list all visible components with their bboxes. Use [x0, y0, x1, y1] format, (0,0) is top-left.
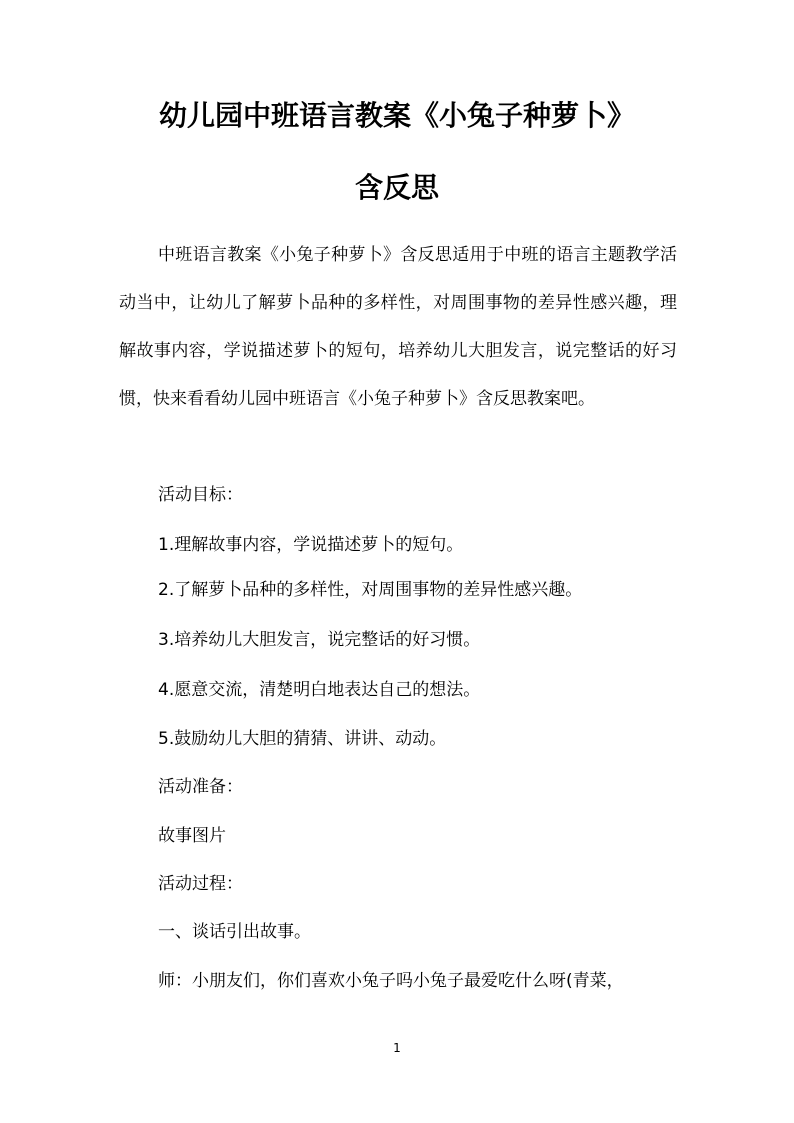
process-heading: 活动过程： [158, 874, 243, 894]
goals-heading: 活动目标： [158, 485, 243, 505]
process-step-1: 一、谈话引出故事。 [158, 922, 311, 942]
goal-item-5: 5.鼓励幼儿大胆的猜猜、讲讲、动动。 [158, 729, 447, 749]
prep-heading: 活动准备： [158, 777, 243, 797]
prep-item: 故事图片 [158, 826, 226, 846]
page-number: 1 [393, 1041, 401, 1055]
goal-item-3: 3.培养幼儿大胆发言，说完整话的好习惯。 [158, 630, 481, 650]
goal-item-1: 1.理解故事内容，学说描述萝卜的短句。 [158, 535, 464, 555]
goal-item-4: 4.愿意交流，清楚明白地表达自己的想法。 [158, 680, 481, 700]
dialogue-line: 师：小朋友们，你们喜欢小兔子吗小兔子最爱吃什么呀(青菜， [158, 971, 624, 991]
document-title-continued: 含反思 [354, 171, 439, 204]
goal-item-2: 2.了解萝卜品种的多样性，对周围事物的差异性感兴趣。 [158, 580, 583, 600]
document-title: 幼儿园中班语言教案《小兔子种萝卜》 [158, 99, 635, 132]
intro-paragraph: 中班语言教案《小兔子种萝卜》含反思适用于中班的语言主题教学活动当中，让幼儿了解萝卜品种的多样性，对周围事物的差异性感兴趣，理解故事内容，学说描述萝卜的短句，培养幼儿大胆发言，说完整话的好习惯，快来看看幼儿园中班语言《小兔子种萝卜》含反思教案吧。 [119, 245, 677, 409]
